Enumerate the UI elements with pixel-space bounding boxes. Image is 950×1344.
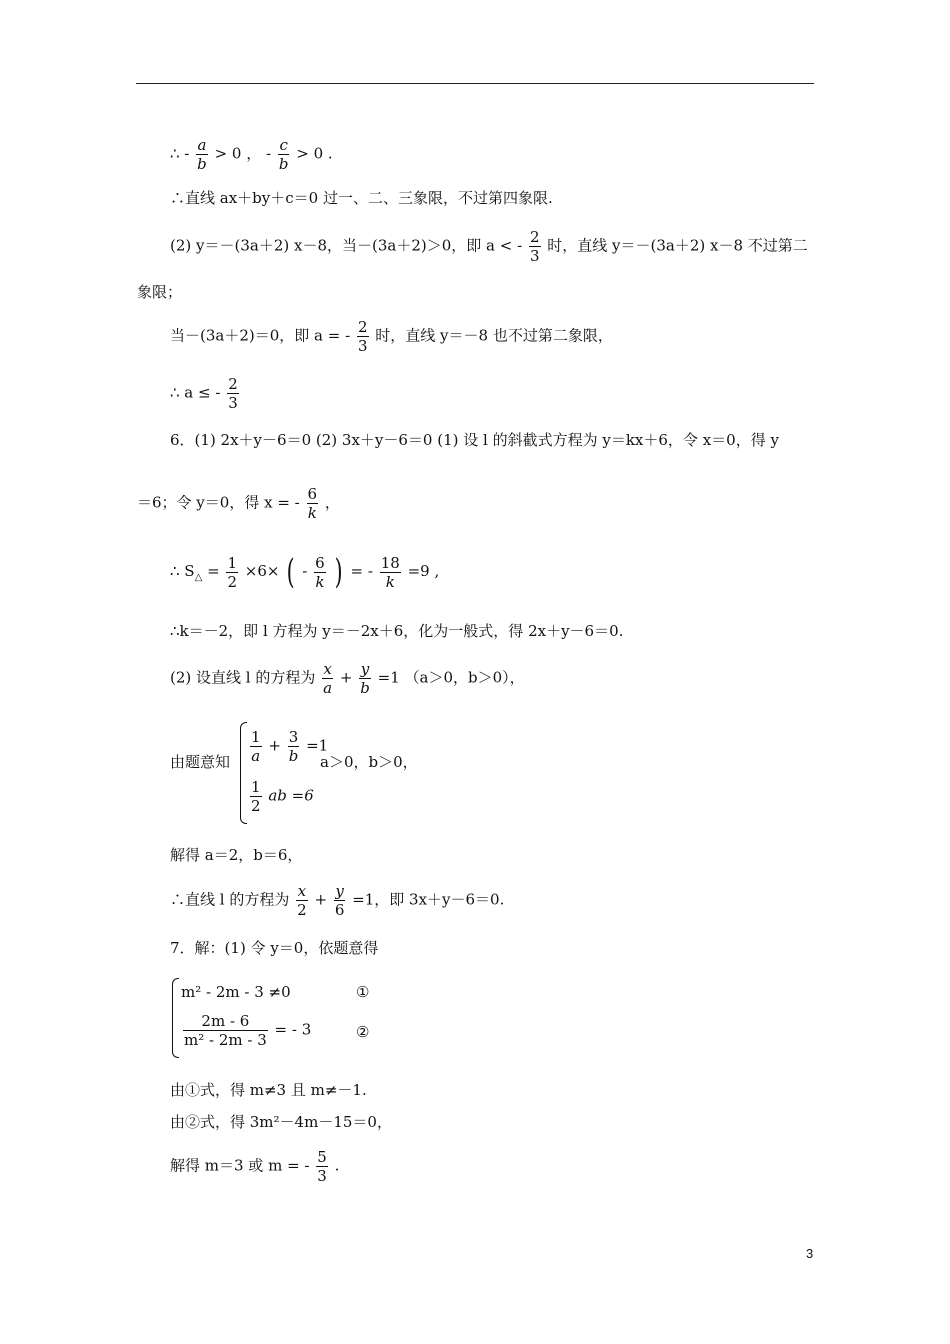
fraction-2-3: $\frac{2}{3}$ [529,228,540,265]
line-5: 当－(3a＋2)＝0，即 a = - $\frac{2}{3}$ 时，直线 y＝－8 也不过第二象限， [170,318,613,355]
fraction-18-k: $\frac{18}{k}$ [380,553,400,591]
page-number: 3 [806,1246,814,1261]
fraction-a-over-b: $\frac{a}{b}$ [197,136,207,173]
line-8: ＝6；令 y＝0，得 x = - $\frac{6}{k}$ ， [137,485,340,522]
system-m-eq-1: m² - 2m - 3 ≠0 [181,983,291,1001]
fraction-x-2: $\frac{x}{2}$ [297,882,307,919]
fraction-c-over-b: $\frac{c}{b}$ [278,136,289,173]
line-13: 解得 a＝2，b＝6， [170,846,303,864]
circle-mark-2: ② [356,1023,370,1041]
line-7: 6．(1) 2x＋y－6＝0 (2) 3x＋y－6＝0 (1) 设 l 的斜截式方程为 y＝kx＋6，令 x＝0，得 y [170,431,779,449]
fraction-x-a: $\frac{x}{a}$ [323,660,333,697]
text: > 0 . [296,144,333,163]
line-18: 由②式，得 3m²－4m－15＝0， [170,1113,392,1131]
line-19: 解得 m＝3 或 m = - $\frac{5}{3}$ . [170,1148,340,1185]
line-2: ∴直线 ax＋by＋c＝0 过一、二、三象限，不过第四象限. [170,189,553,207]
line-1 [170,136,333,173]
fraction-y-b: $\frac{y}{b}$ [360,660,370,697]
fraction-y-6: $\frac{y}{6}$ [334,882,345,919]
line-10: ∴k＝－2，即 l 方程为 y＝－2x＋6，化为一般式，得 2x＋y－6＝0. [170,622,624,640]
line-12-label: 由题意知 [170,753,231,771]
fraction-6-k: $\frac{6}{k}$ [315,553,325,591]
system-eq-2: $\frac{1}{2}$ ab =6 [251,778,314,815]
line-15: 7．解：(1) 令 y＝0，依题意得 [170,939,379,957]
fraction-2-3: $\frac{2}{3}$ [228,375,238,412]
line-9: ∴ $S_\triangle$ = $\frac{1}{2}$ ×6× ( - $\frac{6}{k}$ ) = - $\frac{18}{k}$ =9 , [170,552,440,592]
fraction-6-k: $\frac{6}{k}$ [307,485,318,522]
line-14: ∴直线 l 的方程为 $\frac{x}{2}$ + $\frac{y}{6}$ =1，即 3x＋y－6＝0. [170,882,505,919]
fraction-2-3: $\frac{2}{3}$ [357,318,368,355]
system-eq-1: $\frac{1}{a}$ + $\frac{3}{b}$ =1 [251,728,329,765]
system-brace [172,978,179,1058]
line-11: (2) 设直线 l 的方程为 $\frac{x}{a}$ + $\frac{y}{b}$ =1 （a＞0，b＞0）， [170,660,525,697]
circle-mark-1: ① [356,983,370,1001]
line-3: (2) y＝－(3a＋2) x－8，当－(3a＋2)＞0，即 a < - $\frac{2}{3}$ 时，直线 y＝－(3a＋2) x－8 不过第二 [170,228,808,265]
text: ∴ - [170,144,190,163]
line-17: 由①式，得 m≠3 且 m≠－1. [170,1081,367,1099]
text: > 0 ， - [214,144,272,163]
header-rule [136,83,814,84]
fraction-5-3: $\frac{5}{3}$ [317,1148,327,1185]
line-4: 象限； [137,283,183,301]
line-6: ∴ a ≤ - $\frac{2}{3}$ [170,375,238,412]
system-m-eq-2: $\frac{2m - 6}{\text{m² - 2m - 3}}$ = - 3 [184,1012,312,1049]
system-condition: a＞0，b＞0， [320,753,418,771]
system-brace [240,722,247,824]
fraction-1-2: $\frac{1}{2}$ [227,553,237,591]
